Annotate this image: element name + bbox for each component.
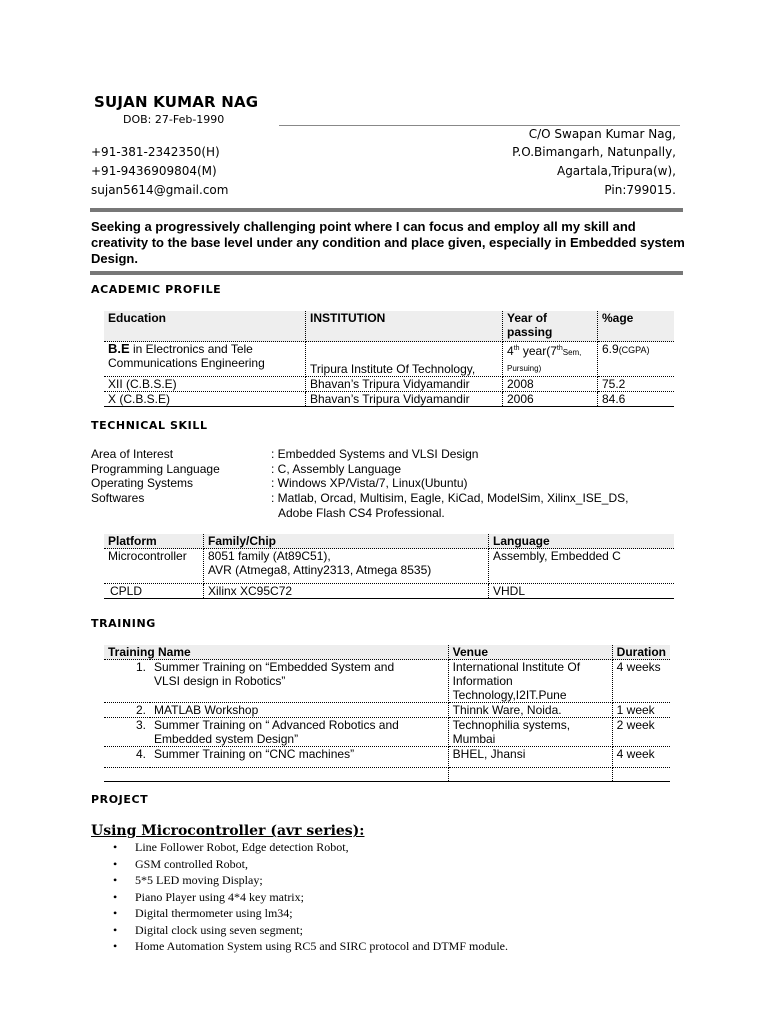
address-line: P.O.Bimangarh, Natunpally, [512, 145, 676, 159]
list-item: • Piano Player using 4*4 key matrix; [113, 889, 508, 906]
language-cell: Assembly, Embedded C [489, 549, 675, 584]
education-cell: XII (C.B.S.E) [104, 377, 306, 392]
phone-mobile: +91-9436909804(M) [91, 164, 217, 178]
col-header: Language [489, 534, 675, 549]
col-header: Year of passing [503, 311, 598, 342]
list-item: • Digital clock using seven segment; [113, 922, 508, 939]
platform-cell: CPLD [104, 584, 204, 599]
col-header: %age [598, 311, 675, 342]
candidate-name: SUJAN KUMAR NAG [94, 93, 259, 111]
section-divider [90, 271, 683, 275]
empty-cell [448, 768, 612, 782]
skill-value-continued: Adobe Flash CS4 Professional. [278, 506, 445, 520]
col-header: Family/Chip [204, 534, 489, 549]
skill-label: Area of Interest [91, 447, 174, 461]
list-item: • 5*5 LED moving Display; [113, 872, 508, 889]
address-line: Agartala,Tripura(w), [556, 164, 676, 178]
platform-cell: Microcontroller [104, 549, 204, 584]
academic-table [104, 311, 674, 407]
education-cell: B.E in Electronics and Tele Communications Engineering [104, 342, 306, 377]
training-name: MATLAB Workshop [150, 703, 448, 718]
training-venue: Thinnk Ware, Noida. [448, 703, 612, 718]
training-table [104, 645, 670, 782]
education-cell: X (C.B.S.E) [104, 392, 306, 407]
training-venue: BHEL, Jhansi [448, 747, 612, 768]
skill-value: : Matlab, Orcad, Multisim, Eagle, KiCad, ModelSim, Xilinx_ISE_DS, [271, 491, 629, 505]
col-header: INSTITUTION [306, 311, 503, 342]
skill-label: Operating Systems [91, 476, 194, 490]
year-cell: 4th year(7thSem, Pursuing) [503, 342, 598, 377]
institution-cell: Tripura Institute Of Technology, [306, 342, 503, 377]
chip-cell: Xilinx XC95C72 [204, 584, 489, 599]
training-num: 2. [104, 703, 150, 718]
email: sujan5614@gmail.com [91, 183, 229, 197]
academic-section-title: ACADEMIC PROFILE [91, 283, 222, 296]
empty-cell [150, 768, 448, 782]
percentage-cell: 75.2 [598, 377, 675, 392]
list-item: • Digital thermometer using lm34; [113, 905, 508, 922]
language-cell: VHDL [489, 584, 675, 599]
training-venue: International Institute Of Information Technology,I2IT.Pune [448, 660, 612, 703]
section-divider [90, 208, 683, 212]
col-header: Platform [104, 534, 204, 549]
year-cell: 2006 [503, 392, 598, 407]
phone-home: +91-381-2342350(H) [91, 145, 220, 159]
address-line: Pin:799015. [604, 183, 676, 197]
training-name: Summer Training on “CNC machines” [150, 747, 448, 768]
training-section-title: TRAINING [91, 617, 156, 630]
list-item: • Line Follower Robot, Edge detection Robot, [113, 839, 508, 856]
skill-value: : Embedded Systems and VLSI Design [271, 447, 479, 461]
project-subtitle: Using Microcontroller (avr series): [91, 823, 365, 839]
date-of-birth: DOB: 27-Feb-1990 [123, 113, 225, 126]
training-name: Summer Training on “Embedded System and VLSI design in Robotics” [150, 660, 448, 703]
list-item: • GSM controlled Robot, [113, 856, 508, 873]
skill-label: Programming Language [91, 462, 220, 476]
project-list [113, 839, 508, 955]
percentage-cell: 84.6 [598, 392, 675, 407]
address-line: C/O Swapan Kumar Nag, [528, 127, 676, 141]
percentage-cell: 6.9(CGPA) [598, 342, 675, 377]
skill-value: : C, Assembly Language [271, 462, 402, 476]
training-num: 4. [104, 747, 150, 768]
chip-cell: 8051 family (At89C51), AVR (Atmega8, Attiny2313, Atmega 8535) [204, 549, 489, 584]
platform-table [104, 534, 674, 599]
col-header: Training Name [104, 645, 448, 660]
project-section-title: PROJECT [91, 793, 149, 806]
training-name: Summer Training on “ Advanced Robotics and Embedded system Design” [150, 718, 448, 747]
training-duration: 4 weeks [612, 660, 670, 703]
career-objective: Seeking a progressively challenging point where I can focus and employ all my skill and creativity to the base level under any condition and place given, especially in Embedded system Design. [91, 219, 685, 266]
institution-cell: Bhavan’s Tripura Vidyamandir [306, 392, 503, 407]
skill-label: Softwares [91, 491, 145, 505]
skill-value: : Windows XP/Vista/7, Linux(Ubuntu) [271, 476, 468, 490]
col-header: Education [104, 311, 306, 342]
technical-section-title: TECHNICAL SKILL [91, 419, 208, 432]
year-cell: 2008 [503, 377, 598, 392]
training-venue: Technophilia systems, Mumbai [448, 718, 612, 747]
training-duration: 1 week [612, 703, 670, 718]
training-num: 1. [104, 660, 150, 703]
training-num: 3. [104, 718, 150, 747]
col-header: Duration [612, 645, 670, 660]
col-header: Venue [448, 645, 612, 660]
training-duration: 2 week [612, 718, 670, 747]
header-rule [279, 125, 680, 126]
empty-cell [104, 768, 150, 782]
list-item: • Home Automation System using RC5 and SIRC protocol and DTMF module. [113, 938, 508, 955]
institution-cell: Bhavan’s Tripura Vidyamandir [306, 377, 503, 392]
empty-cell [612, 768, 670, 782]
training-duration: 4 week [612, 747, 670, 768]
